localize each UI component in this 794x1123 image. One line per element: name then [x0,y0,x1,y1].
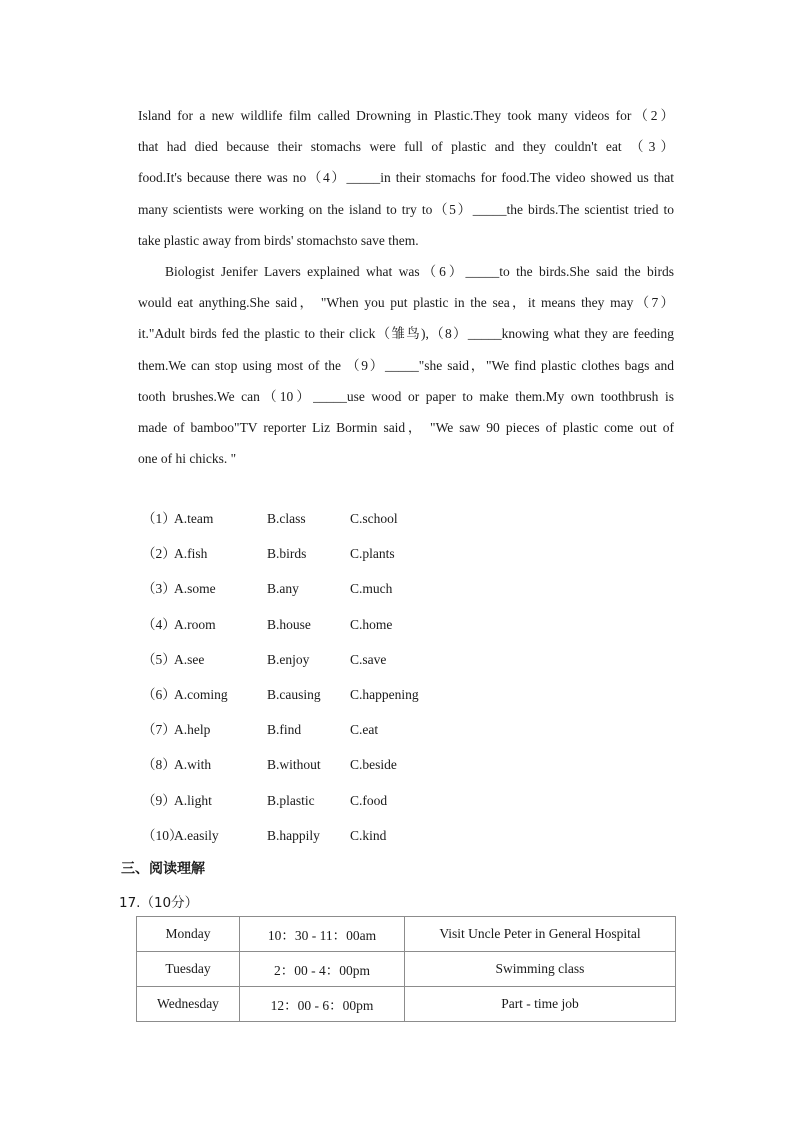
option-b: B.happily [267,827,320,843]
day-cell: Tuesday [137,952,240,987]
option-number: （10） [142,827,183,843]
option-c: C.eat [350,722,379,738]
passage-line: tooth brushes.We can（10）_____use wood or paper to make them.My own toothbrush is [138,388,674,404]
option-row-2 [142,538,542,573]
passage-line: many scientists were working on the island to try to（5）_____the birds.The scientist tried to [138,201,674,217]
option-number: （9） [142,792,176,808]
option-a: A.room [174,616,216,632]
option-row-8 [142,749,542,784]
option-a: A.easily [174,827,219,843]
option-c: C.save [350,651,387,667]
activity-cell: Visit Uncle Peter in General Hospital [405,917,676,952]
option-row-10 [142,820,542,855]
time-cell: 2：00 - 4：00pm [240,952,405,987]
option-a: A.see [174,651,205,667]
option-b: B.find [267,722,302,738]
option-c: C.food [350,792,388,808]
option-c: C.school [350,511,398,526]
option-b: B.plastic [267,792,315,808]
schedule-table [136,916,676,1022]
option-c: C.much [350,581,393,597]
option-b: B.house [267,616,311,632]
section-title: 三、阅读理解 [121,861,205,877]
day-cell: Monday [137,917,240,952]
option-number: （5） [142,651,176,667]
option-b: B.causing [267,686,321,702]
passage-line: made of bamboo"TV reporter Liz Bormin said， "We saw 90 pieces of plastic come out of [138,420,674,436]
question-label: 17.（10分） [119,895,199,911]
paragraph-1 [138,100,674,225]
option-a: A.fish [174,546,208,562]
option-number: （2） [142,546,176,562]
option-b: B.class [267,511,306,526]
reading-passage [138,100,674,474]
passage-line: it."Adult birds fed the plastic to their click（雏鸟),（8）_____knowing what they are feeding [138,326,674,342]
answer-options [142,503,542,855]
passage-line: one of hi chicks. " [138,451,237,467]
option-row-3 [142,573,542,608]
table-row [137,987,676,1022]
activity-cell: Swimming class [405,952,676,987]
option-a: A.coming [174,686,228,702]
option-row-5 [142,644,542,679]
option-c: C.kind [350,827,387,843]
passage-line: take plastic away from birds' stomachsto save them. [138,232,419,248]
option-row-7 [142,714,542,749]
paragraph-2-body [138,287,674,443]
activity-cell: Part - time job [405,987,676,1022]
option-a: A.team [174,511,214,526]
option-a: A.some [174,581,216,597]
option-b: B.enjoy [267,651,310,667]
paragraph-2 [138,256,674,287]
option-number: （6） [142,686,176,702]
time-cell: 10：30 - 11：00am [240,917,405,952]
passage-line: Island for a new wildlife film called Drowning in Plastic.They took many videos for（2） [138,108,674,123]
paragraph-2-end [138,443,674,474]
option-row-6 [142,679,542,714]
option-c: C.beside [350,757,397,773]
passage-line: food.It's because there was no（4）_____in their stomachs for food.The video showed us that [138,170,674,186]
option-row-9 [142,785,542,820]
option-a: A.help [174,722,211,738]
option-a: A.light [174,792,212,808]
option-b: B.without [267,757,321,773]
passage-line: them.We can stop using most of the （9）_____"she said，"We find plastic clothes bags and [138,357,674,373]
table-row [137,952,676,987]
option-row-1 [142,503,542,538]
option-c: C.plants [350,546,395,562]
option-b: B.birds [267,546,307,562]
time-cell: 12：00 - 6：00pm [240,987,405,1022]
table-row [137,917,676,952]
passage-line: would eat anything.She said， "When you put plastic in the sea，it means they may（7） [138,295,674,311]
option-number: （4） [142,616,176,632]
option-number: （3） [142,581,176,597]
option-b: B.any [267,581,299,597]
passage-line: Biologist Jenifer Lavers explained what was（6）_____to the birds.She said the birds [165,264,674,280]
option-number: （1） [142,511,176,526]
option-c: C.home [350,616,393,632]
passage-line: that had died because their stomachs were full of plastic and they couldn't eat （3） [138,139,674,155]
day-cell: Wednesday [137,987,240,1022]
option-row-4 [142,609,542,644]
option-c: C.happening [350,686,419,702]
option-a: A.with [174,757,212,773]
option-number: （7） [142,722,176,738]
option-number: （8） [142,757,176,773]
paragraph-1-end [138,225,674,256]
